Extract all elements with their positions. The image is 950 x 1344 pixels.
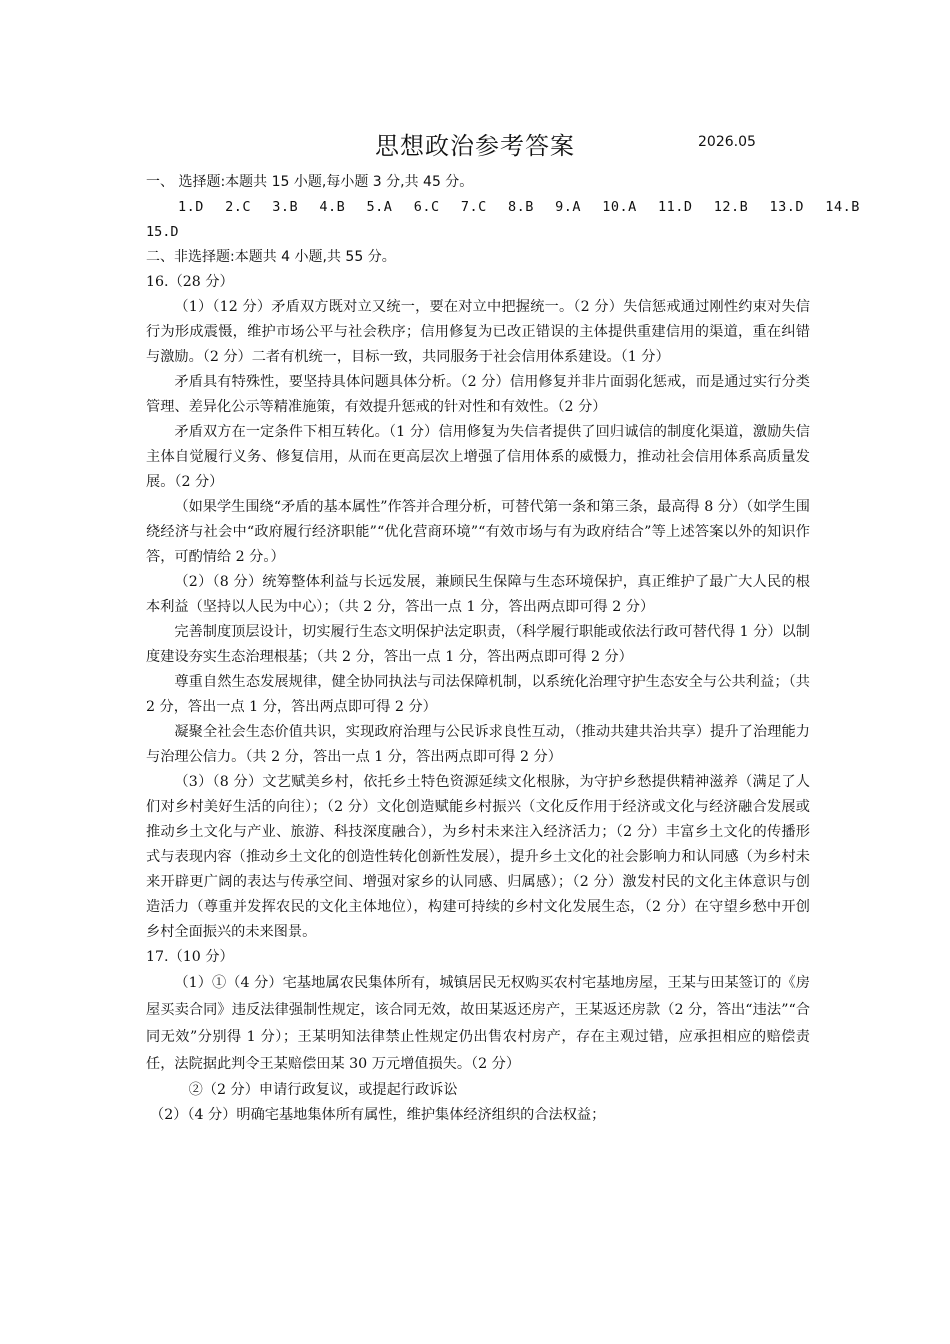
answer-content	[146, 170, 860, 1128]
q17-paragraph: （1）①（4 分）宅基地属农民集体所有，城镇居民无权购买农村宅基地房屋，王某与田某签订的《房屋买卖合同》违反法律强制性规定，该合同无效，故田某返还房产，王某返还房款（2 分，答出“违法”“合同无效”分别得 1 分）；王某明知法律禁止性规定仍出售农村房产，存在主观过错，应承担相应的赔偿责任，法院据此判令王某赔偿田某 30 万元增值损失。（2 分）	[146, 975, 810, 1072]
document-date: 2026.05	[698, 134, 756, 150]
q16-paragraph: （2）（8 分）统筹整体利益与长远发展，兼顾民生保障与生态环境保护，真正维护了最广大人民的根本利益（坚持以人民为中心）；（共 2 分，答出一点 1 分，答出两点即可得 2 分）	[146, 574, 810, 615]
q16-paragraph: 矛盾双方在一定条件下相互转化。（1 分）信用修复为失信者提供了回归诚信的制度化渠道，激励失信主体自觉履行义务、修复信用，从而在更高层次上增强了信用体系的威慑力，推动社会信用体系高质量发展。（2 分）	[146, 424, 810, 490]
document-title: 思想政治参考答案	[375, 132, 575, 160]
q16-paragraph: （3）（8 分）文艺赋美乡村，依托乡土特色资源延续文化根脉，为守护乡愁提供精神滋养（满足了人们对乡村美好生活的向往）；（2 分）文化创造赋能乡村振兴（文化反作用于经济或文化与经济融合发展或推动乡土文化与产业、旅游、科技深度融合），为乡村未来注入经济活力；（2 分）丰富乡土文化的传播形式与表现内容（推动乡土文化的创造性转化创新性发展），提升乡土文化的社会影响力和认同感（为乡村未来开辟更广阔的表达与传承空间、增强对家乡的认同感、归属感）；（2 分）激发村民的文化主体意识与创造活力（尊重并发挥农民的文化主体地位），构建可持续的乡村文化发展生态，（2 分）在守望乡愁中开创乡村全面振兴的未来图景。	[146, 774, 810, 940]
question-17-body	[146, 970, 810, 1128]
q16-paragraph: 完善制度顶层设计，切实履行生态文明保护法定职责，（科学履行职能或依法行政可替代得 1 分）以制度建设夯实生态治理根基；（共 2 分，答出一点 1 分，答出两点即可得 2 分）	[146, 624, 810, 665]
q16-paragraph: 矛盾具有特殊性，要坚持具体问题具体分析。（2 分）信用修复并非片面弱化惩戒，而是通过实行分类管理、差异化公示等精准施策，有效提升惩戒的针对性和有效性。（2 分）	[146, 374, 810, 415]
section-2-heading: 二、非选择题:本题共 4 小题,共 55 分。	[146, 249, 396, 265]
question-17-label: 17.（10 分）	[146, 949, 234, 965]
q16-paragraph: （1）（12 分）矛盾双方既对立又统一，要在对立中把握统一。（2 分）失信惩戒通过刚性约束对失信行为形成震慑，维护市场公平与社会秩序；信用修复为已改正错误的主体提供重建信用的渠道，重在纠错与激励。（2 分）二者有机统一，目标一致，共同服务于社会信用体系建设。（1 分）	[146, 299, 810, 365]
question-16-label: 16.（28 分）	[146, 274, 234, 290]
section-1-heading: 一、 选择题:本题共 15 小题,每小题 3 分,共 45 分。	[146, 174, 474, 190]
choice-answers-line: 1.D 2.C 3.B 4.B 5.A 6.C 7.C 8.B 9.A 10.A 11.D 12.B 13.D 14.B	[178, 199, 860, 215]
choice-answers-tail: 15.D	[146, 224, 179, 240]
q16-paragraph: 尊重自然生态发展规律，健全协同执法与司法保障机制，以系统化治理守护生态安全与公共利益；（共 2 分，答出一点 1 分，答出两点即可得 2 分）	[146, 674, 810, 715]
q16-paragraph: 凝聚全社会生态价值共识，实现政府治理与公民诉求良性互动，（推动共建共治共享）提升了治理能力与治理公信力。（共 2 分，答出一点 1 分，答出两点即可得 2 分）	[146, 724, 810, 765]
q17-paragraph: （2）（4 分）明确宅基地集体所有属性，维护集体经济组织的合法权益；	[150, 1107, 606, 1123]
q17-paragraph: ②（2 分）申请行政复议，或提起行政诉讼	[188, 1082, 458, 1098]
q16-paragraph: （如果学生围绕“矛盾的基本属性”作答并合理分析，可替代第一条和第三条，最高得 8 分）（如学生围绕经济与社会中“政府履行经济职能”“优化营商环境”“有效市场与有为政府结合”等上述答案以外的知识作答，可酌情给 2 分。）	[146, 499, 810, 565]
